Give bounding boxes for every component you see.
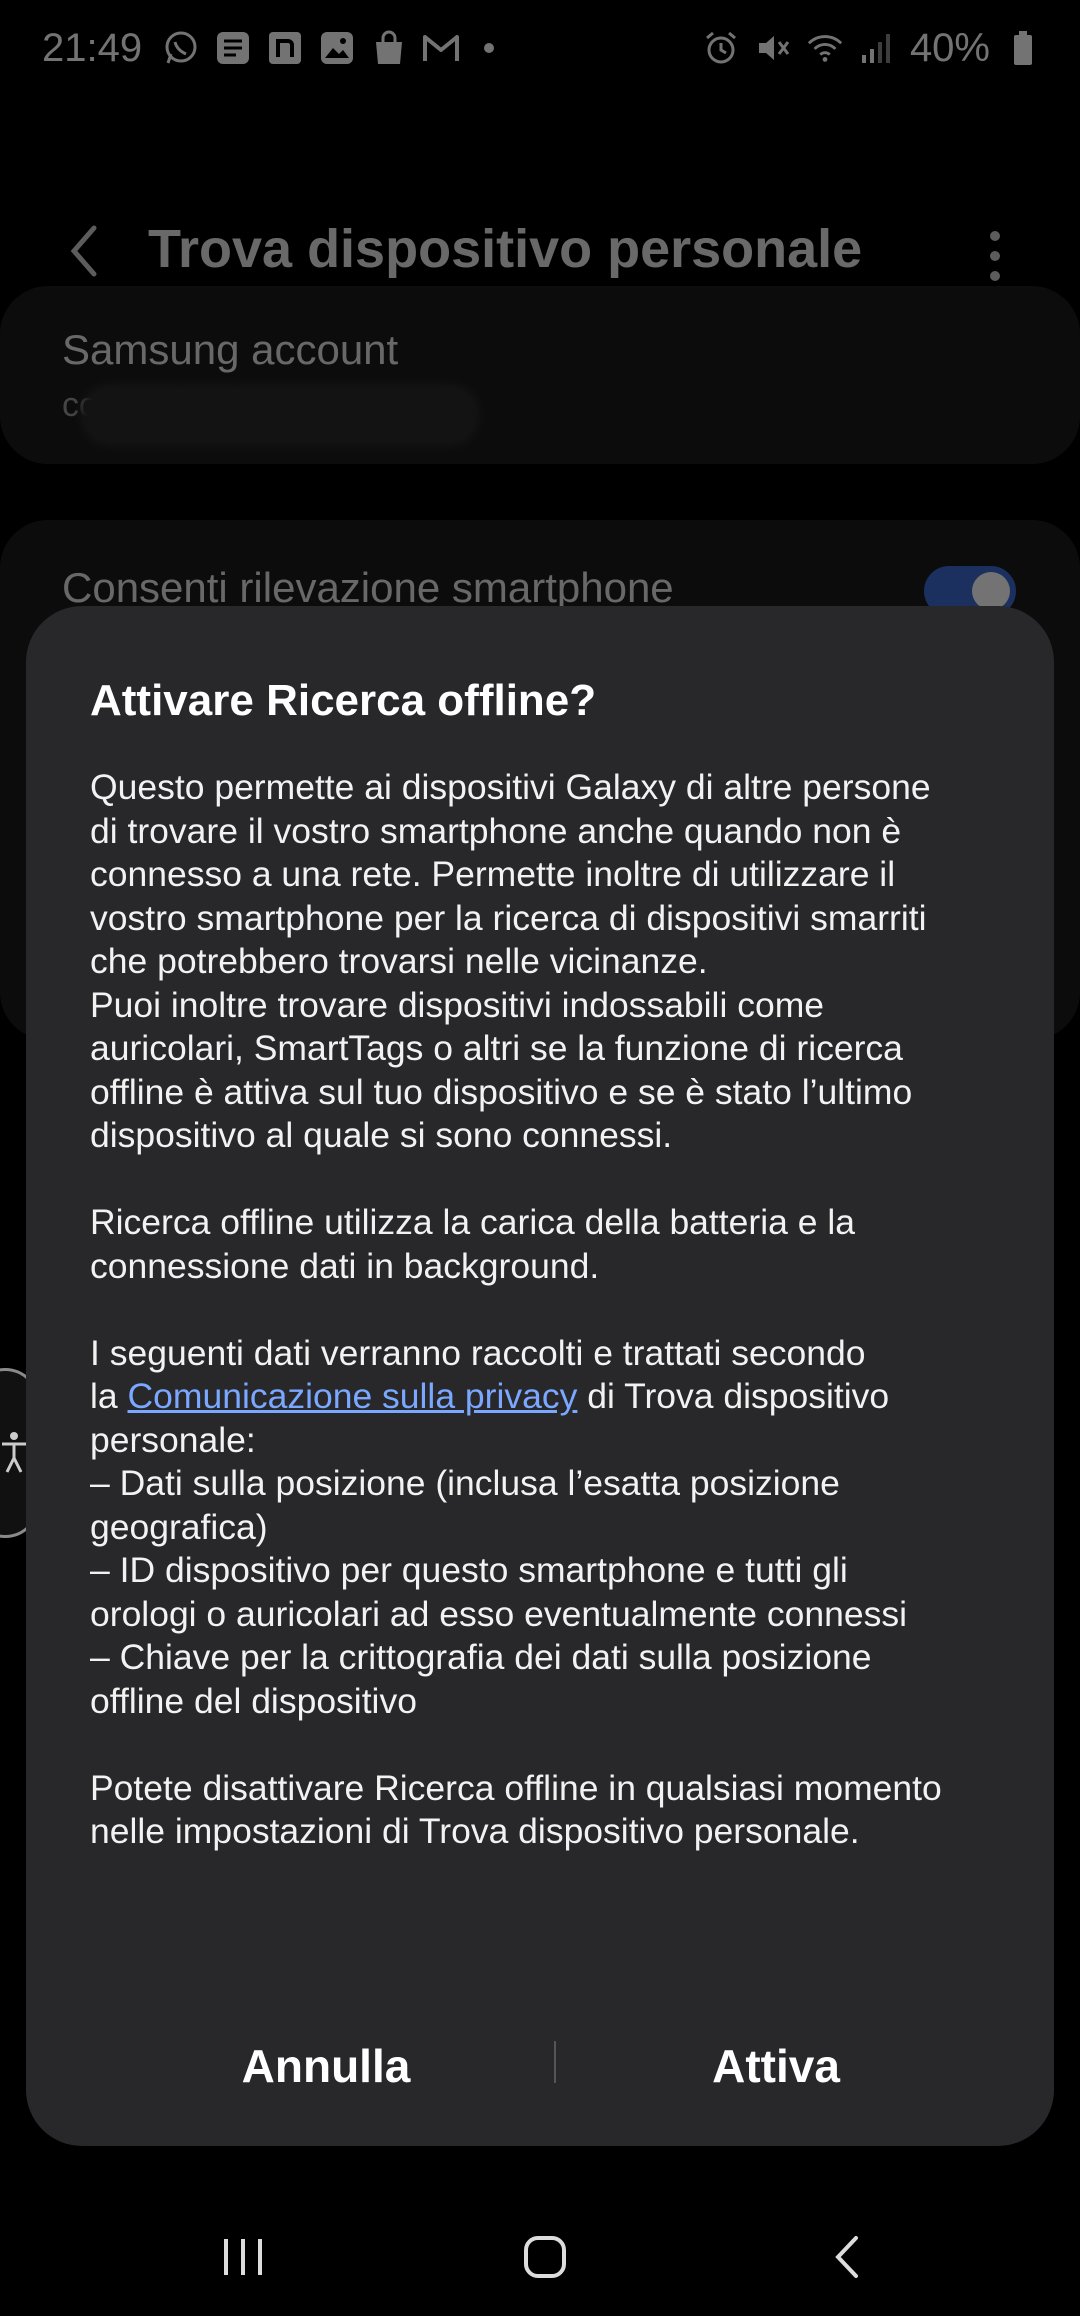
body-line: connessione dati in background. [90, 1245, 600, 1286]
body-line: Potete disattivare Ricerca offline in qualsiasi momento [90, 1767, 942, 1808]
cancel-button[interactable]: Annulla [241, 2040, 411, 2092]
data-list-item: – Chiave per la crittografia dei dati sulla posizione [90, 1637, 872, 1677]
body-text: di Trova dispositivo [577, 1376, 890, 1416]
data-list-item: offline del dispositivo [90, 1680, 417, 1721]
offline-finding-dialog [26, 606, 1054, 2146]
body-line: I seguenti dati verranno raccolti e trattati secondo [90, 1332, 866, 1373]
data-list-item: orologi o auricolari ad esso eventualmente connessi [90, 1593, 907, 1634]
body-line: Questo permette ai dispositivi Galaxy di altre persone [90, 767, 931, 807]
body-line: Puoi inoltre trovare dispositivi indossabili come [90, 984, 825, 1025]
dialog-paragraph-2 [90, 1201, 1020, 1288]
body-line: offline è attiva sul tuo dispositivo e se è stato l’ultimo [90, 1071, 913, 1112]
body-line: Ricerca offline utilizza la carica della batteria e la [90, 1202, 855, 1242]
body-line: che potrebbero trovarsi nelle vicinanze. [90, 941, 708, 981]
activate-button[interactable]: Attiva [712, 2040, 840, 2092]
home-button[interactable] [485, 2212, 605, 2302]
body-line: connesso a una rete. Permette inoltre di utilizzare il [90, 854, 896, 894]
accessibility-icon [0, 1428, 29, 1478]
body-line: vostro smartphone per la ricerca di dispositivi smarriti [90, 897, 927, 938]
data-list-item: – ID dispositivo per questo smartphone e tutti gli [90, 1550, 848, 1590]
body-line: auricolari, SmartTags o altri se la funzione di ricerca [90, 1028, 903, 1068]
body-line: di trovare il vostro smartphone anche quando non è [90, 810, 902, 851]
button-divider [554, 2041, 556, 2083]
dialog-paragraph-3 [90, 1332, 1020, 1724]
navigation-bar [0, 2192, 1080, 2316]
body-line: nelle impostazioni di Trova dispositivo personale. [90, 1811, 860, 1851]
body-line: dispositivo al quale si sono connessi. [90, 1115, 673, 1155]
data-list-item: – Dati sulla posizione (inclusa l’esatta posizione [90, 1463, 840, 1503]
recent-apps-icon [218, 2235, 268, 2279]
body-line [90, 1375, 1020, 1419]
body-text: la [90, 1376, 128, 1416]
dialog-actions [26, 2016, 1054, 2116]
dialog-paragraph-1 [90, 766, 1020, 1158]
dialog-body [90, 766, 1020, 1854]
nav-back-button[interactable] [788, 2212, 908, 2302]
home-icon [520, 2232, 570, 2282]
dialog-title: Attivare Ricerca offline? [90, 676, 597, 725]
dialog-paragraph-4 [90, 1767, 1020, 1854]
privacy-notice-link[interactable]: Comunicazione sulla privacy [127, 1376, 578, 1416]
body-line: personale: [90, 1419, 256, 1460]
data-list-item: geografica) [90, 1506, 268, 1547]
nav-back-icon [828, 2232, 868, 2282]
recent-apps-button[interactable] [183, 2212, 303, 2302]
